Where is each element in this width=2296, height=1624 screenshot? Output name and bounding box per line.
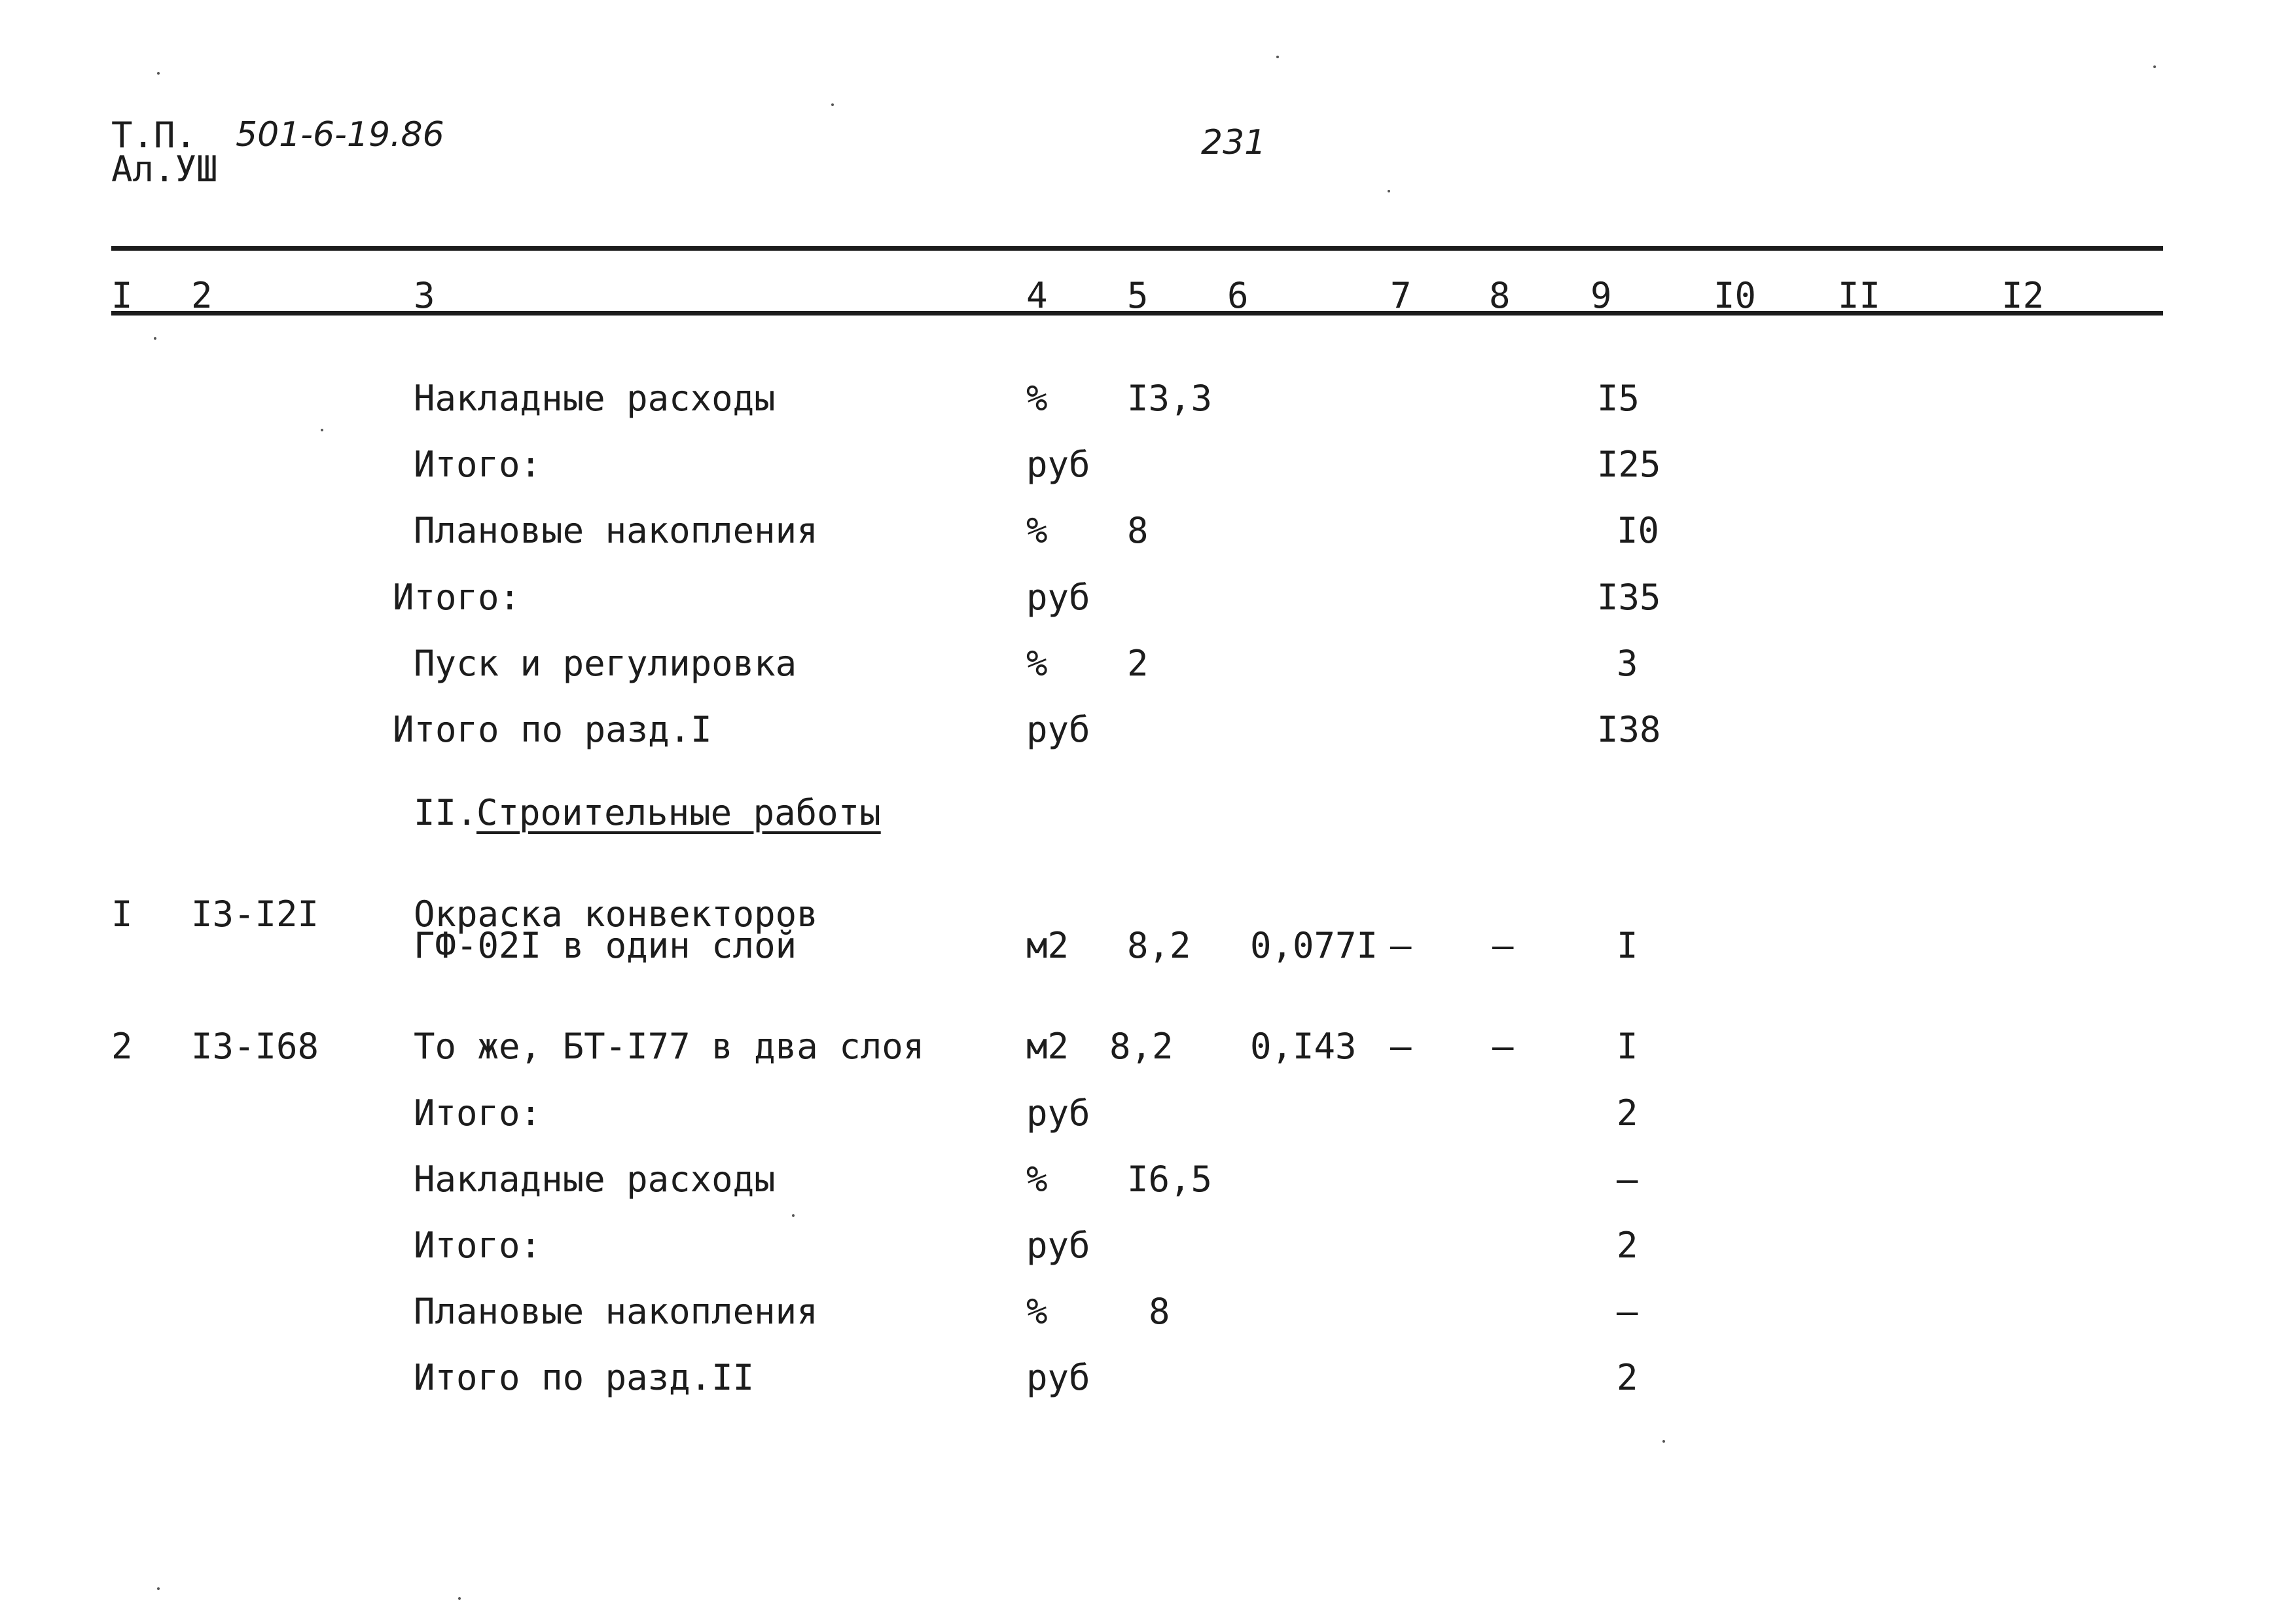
row-unit: % bbox=[1026, 1159, 1048, 1200]
section-title: Строительные работы bbox=[476, 792, 881, 833]
row-total: – bbox=[1617, 1159, 1638, 1200]
row-total: I35 bbox=[1597, 577, 1661, 618]
row-total: 2 bbox=[1617, 1225, 1638, 1266]
scan-speck bbox=[792, 1214, 795, 1217]
scan-speck bbox=[1276, 56, 1279, 58]
row-name: Итого по разд.II bbox=[414, 1357, 755, 1398]
row-code: I3-I68 bbox=[191, 1026, 319, 1067]
row-col7: – bbox=[1390, 925, 1412, 966]
row-rate: I3,3 bbox=[1127, 378, 1213, 419]
column-header: 9 bbox=[1590, 275, 1612, 316]
row-name: Итого: bbox=[414, 444, 542, 485]
column-header: 2 bbox=[191, 275, 213, 316]
column-header: 6 bbox=[1227, 275, 1249, 316]
scan-speck bbox=[154, 337, 156, 340]
album-label: Ал.УШ bbox=[111, 149, 218, 190]
scan-speck bbox=[2153, 65, 2156, 68]
row-name: Пуск и регулировка bbox=[414, 643, 797, 684]
column-header: 7 bbox=[1390, 275, 1412, 316]
row-total: I0 bbox=[1617, 510, 1660, 551]
row-unit: руб bbox=[1026, 577, 1090, 618]
scan-speck bbox=[321, 429, 323, 431]
row-unit: % bbox=[1026, 643, 1048, 684]
row-unit: % bbox=[1026, 378, 1048, 419]
row-name: Итого: bbox=[393, 577, 521, 618]
scan-speck bbox=[157, 72, 160, 75]
column-header: 8 bbox=[1489, 275, 1511, 316]
row-unit: руб bbox=[1026, 1092, 1090, 1134]
row-number: I bbox=[111, 893, 133, 935]
column-header: 3 bbox=[414, 275, 435, 316]
page-number: 231 bbox=[1201, 123, 1266, 162]
row-name: Окраска конвекторов bbox=[414, 893, 818, 935]
row-unit: руб bbox=[1026, 1225, 1090, 1266]
row-total: 2 bbox=[1617, 1357, 1638, 1398]
series-label: Т.П. bbox=[111, 115, 197, 156]
row-total: I25 bbox=[1597, 444, 1661, 485]
row-total: I bbox=[1617, 1026, 1638, 1067]
table-top-rule bbox=[111, 246, 2163, 251]
row-name: Итого по разд.I bbox=[393, 709, 712, 750]
column-header: I0 bbox=[1713, 275, 1757, 316]
scan-speck bbox=[1388, 190, 1390, 192]
row-total: 2 bbox=[1617, 1092, 1638, 1134]
column-header: 5 bbox=[1127, 275, 1149, 316]
row-name: То же, БТ-I77 в два слоя bbox=[414, 1026, 925, 1067]
row-quantity: 8,2 bbox=[1127, 925, 1191, 966]
row-number: 2 bbox=[111, 1026, 133, 1067]
section-number: II. bbox=[414, 792, 478, 833]
scan-speck bbox=[831, 103, 834, 106]
row-total: I bbox=[1617, 925, 1638, 966]
row-name: Плановые накопления bbox=[414, 510, 818, 551]
row-unit: % bbox=[1026, 510, 1048, 551]
column-header: I bbox=[111, 275, 133, 316]
row-name: Плановые накопления bbox=[414, 1291, 818, 1332]
scan-speck bbox=[157, 1587, 160, 1590]
row-total: – bbox=[1617, 1291, 1638, 1332]
row-quantity: 8,2 bbox=[1109, 1026, 1174, 1067]
row-total: 3 bbox=[1617, 643, 1638, 684]
series-number: 501-6-19.86 bbox=[236, 115, 444, 154]
row-unit: % bbox=[1026, 1291, 1048, 1332]
row-rate: 2 bbox=[1127, 643, 1149, 684]
row-unit: руб bbox=[1026, 709, 1090, 750]
row-total: I5 bbox=[1597, 378, 1640, 419]
row-unit: руб bbox=[1026, 1357, 1090, 1398]
row-rate: I6,5 bbox=[1127, 1159, 1213, 1200]
scan-speck bbox=[458, 1597, 461, 1600]
row-unit-price: 0,I43 bbox=[1250, 1026, 1357, 1067]
row-name: Накладные расходы bbox=[414, 378, 776, 419]
row-name: Итого: bbox=[414, 1225, 542, 1266]
row-rate: 8 bbox=[1127, 510, 1149, 551]
row-unit-price: 0,077I bbox=[1250, 925, 1378, 966]
row-name-continued: ГФ-02I в один слой bbox=[414, 925, 797, 966]
column-header: 4 bbox=[1026, 275, 1048, 316]
row-unit: руб bbox=[1026, 444, 1090, 485]
column-header: I2 bbox=[2001, 275, 2045, 316]
row-col8: – bbox=[1492, 1026, 1514, 1067]
row-code: I3-I2I bbox=[191, 893, 319, 935]
row-rate: 8 bbox=[1149, 1291, 1170, 1332]
row-total: I38 bbox=[1597, 709, 1661, 750]
column-header: II bbox=[1838, 275, 1881, 316]
row-col8: – bbox=[1492, 925, 1514, 966]
row-name: Накладные расходы bbox=[414, 1159, 776, 1200]
scan-speck bbox=[1662, 1440, 1665, 1443]
row-unit: м2 bbox=[1026, 1026, 1069, 1067]
row-col7: – bbox=[1390, 1026, 1412, 1067]
row-unit: м2 bbox=[1026, 925, 1069, 966]
row-name: Итого: bbox=[414, 1092, 542, 1134]
